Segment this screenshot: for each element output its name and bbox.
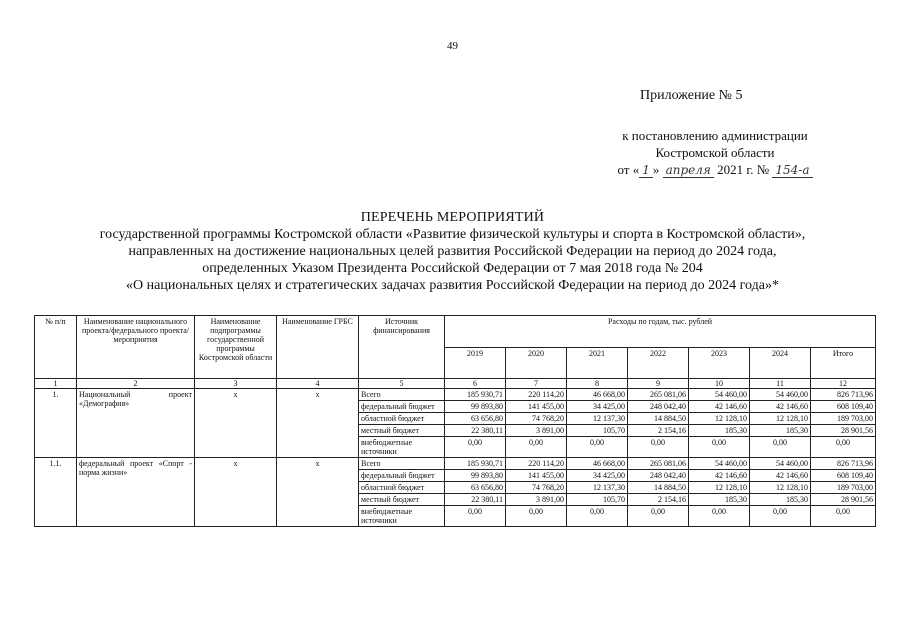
document-title xyxy=(0,209,905,294)
column-number: 6 xyxy=(445,379,506,389)
title-line-2: государственной программы Костромской области «Развитие физической культуры и спорта в Костромской области», xyxy=(99,227,806,242)
value-cell: 63 656,80 xyxy=(445,482,506,494)
decree-number-handwritten: 154-а xyxy=(772,163,812,178)
value-cell: 248 042,40 xyxy=(628,470,689,482)
value-cell: 185,30 xyxy=(750,494,811,506)
header-year: 2023 xyxy=(689,347,750,379)
funding-source: федеральный бюджет xyxy=(359,470,445,482)
title-line-3: направленных на достижение национальных целей развития Российской Федерации на период до 2024 года, xyxy=(128,244,777,259)
header-year: 2020 xyxy=(506,347,567,379)
decree-line-2: Костромской области xyxy=(655,145,775,160)
value-cell: 22 380,11 xyxy=(445,425,506,437)
value-cell: 14 884,50 xyxy=(628,413,689,425)
value-cell: 12 128,10 xyxy=(689,413,750,425)
header-expenses: Расходы по годам, тыс. рублей xyxy=(445,316,876,348)
measures-table xyxy=(34,315,876,527)
column-number: 1 xyxy=(35,379,77,389)
column-number: 7 xyxy=(506,379,567,389)
project-name: федеральный проект «Спорт - норма жизни» xyxy=(77,458,195,527)
header-name: Наименование национального проекта/федерального проекта/мероприятия xyxy=(77,316,195,379)
value-cell: 185,30 xyxy=(750,425,811,437)
value-cell: 3 891,00 xyxy=(506,425,567,437)
value-cell: 63 656,80 xyxy=(445,413,506,425)
grbs-name: х xyxy=(277,458,359,527)
column-number: 11 xyxy=(750,379,811,389)
column-number: 5 xyxy=(359,379,445,389)
header-grbs: Наименование ГРБС xyxy=(277,316,359,379)
appendix-title: Приложение № 5 xyxy=(640,88,743,103)
value-cell: 141 455,00 xyxy=(506,401,567,413)
table-row xyxy=(35,458,876,470)
value-cell: 0,00 xyxy=(567,506,628,527)
header-year: 2019 xyxy=(445,347,506,379)
value-cell: 0,00 xyxy=(445,437,506,458)
header-year: 2022 xyxy=(628,347,689,379)
value-cell: 42 146,60 xyxy=(689,470,750,482)
value-cell: 0,00 xyxy=(750,506,811,527)
subprogram-name: х xyxy=(195,458,277,527)
value-cell: 54 460,00 xyxy=(750,458,811,470)
page-number: 49 xyxy=(447,40,458,52)
value-cell: 220 114,20 xyxy=(506,458,567,470)
value-cell: 42 146,60 xyxy=(750,470,811,482)
value-cell: 0,00 xyxy=(689,437,750,458)
value-cell: 34 425,00 xyxy=(567,401,628,413)
value-cell: 22 380,11 xyxy=(445,494,506,506)
value-cell: 12 137,30 xyxy=(567,413,628,425)
total-cell: 0,00 xyxy=(811,437,876,458)
column-number: 2 xyxy=(77,379,195,389)
value-cell: 12 128,10 xyxy=(750,413,811,425)
funding-source: областной бюджет xyxy=(359,482,445,494)
header-source: Источник финансирования xyxy=(359,316,445,379)
project-name: Национальный проект «Демография» xyxy=(77,389,195,458)
decree-reference xyxy=(560,127,870,179)
value-cell: 265 081,06 xyxy=(628,458,689,470)
decree-day-handwritten: 1 xyxy=(639,163,653,178)
value-cell: 42 146,60 xyxy=(750,401,811,413)
funding-source: Всего xyxy=(359,389,445,401)
value-cell: 2 154,16 xyxy=(628,425,689,437)
value-cell: 2 154,16 xyxy=(628,494,689,506)
value-cell: 248 042,40 xyxy=(628,401,689,413)
funding-source: областной бюджет xyxy=(359,413,445,425)
funding-source: внебюджетные источники xyxy=(359,506,445,527)
total-cell: 826 713,96 xyxy=(811,458,876,470)
value-cell: 105,70 xyxy=(567,494,628,506)
value-cell: 0,00 xyxy=(628,437,689,458)
header-row xyxy=(35,316,876,348)
header-year: 2021 xyxy=(567,347,628,379)
column-number: 8 xyxy=(567,379,628,389)
value-cell: 0,00 xyxy=(506,437,567,458)
total-cell: 0,00 xyxy=(811,506,876,527)
grbs-name: х xyxy=(277,389,359,458)
value-cell: 12 128,10 xyxy=(689,482,750,494)
value-cell: 42 146,60 xyxy=(689,401,750,413)
funding-source: Всего xyxy=(359,458,445,470)
value-cell: 46 668,00 xyxy=(567,389,628,401)
value-cell: 12 128,10 xyxy=(750,482,811,494)
table-row xyxy=(35,389,876,401)
column-numbering-row xyxy=(35,379,876,389)
title-main: ПЕРЕЧЕНЬ МЕРОПРИЯТИЙ xyxy=(360,210,545,225)
decree-date-mid: » xyxy=(652,162,660,177)
value-cell: 185,30 xyxy=(689,494,750,506)
value-cell: 46 668,00 xyxy=(567,458,628,470)
value-cell: 34 425,00 xyxy=(567,470,628,482)
funding-source: местный бюджет xyxy=(359,425,445,437)
value-cell: 0,00 xyxy=(689,506,750,527)
value-cell: 185 930,71 xyxy=(445,389,506,401)
decree-year: 2021 г. № xyxy=(717,162,770,177)
column-number: 3 xyxy=(195,379,277,389)
row-number: 1.1. xyxy=(35,458,77,527)
value-cell: 265 081,06 xyxy=(628,389,689,401)
decree-date-prefix: от « xyxy=(617,162,640,177)
header-year: 2024 xyxy=(750,347,811,379)
value-cell: 0,00 xyxy=(445,506,506,527)
header-total: Итого xyxy=(811,347,876,379)
value-cell: 14 884,50 xyxy=(628,482,689,494)
column-number: 9 xyxy=(628,379,689,389)
header-subprogram: Наименование подпрограммы государственной программы Костромской области xyxy=(195,316,277,379)
value-cell: 54 460,00 xyxy=(689,389,750,401)
total-cell: 826 713,96 xyxy=(811,389,876,401)
total-cell: 608 109,40 xyxy=(811,470,876,482)
column-number: 4 xyxy=(277,379,359,389)
value-cell: 12 137,30 xyxy=(567,482,628,494)
value-cell: 185,30 xyxy=(689,425,750,437)
column-number: 12 xyxy=(811,379,876,389)
total-cell: 189 703,00 xyxy=(811,482,876,494)
value-cell: 54 460,00 xyxy=(689,458,750,470)
value-cell: 54 460,00 xyxy=(750,389,811,401)
value-cell: 185 930,71 xyxy=(445,458,506,470)
title-line-5: «О национальных целях и стратегических задачах развития Российской Федерации на период до 2024 года»* xyxy=(126,278,779,293)
total-cell: 28 901,56 xyxy=(811,425,876,437)
value-cell: 0,00 xyxy=(506,506,567,527)
title-line-4: определенных Указом Президента Российской Федерации от 7 мая 2018 года № 204 xyxy=(202,261,703,276)
value-cell: 0,00 xyxy=(750,437,811,458)
row-number: 1. xyxy=(35,389,77,458)
value-cell: 0,00 xyxy=(628,506,689,527)
value-cell: 0,00 xyxy=(567,437,628,458)
total-cell: 28 901,56 xyxy=(811,494,876,506)
value-cell: 3 891,00 xyxy=(506,494,567,506)
value-cell: 105,70 xyxy=(567,425,628,437)
funding-source: федеральный бюджет xyxy=(359,401,445,413)
header-num: № п/п xyxy=(35,316,77,379)
value-cell: 99 893,80 xyxy=(445,470,506,482)
total-cell: 189 703,00 xyxy=(811,413,876,425)
decree-month-handwritten: апреля xyxy=(663,163,714,178)
decree-date-line xyxy=(560,161,870,179)
value-cell: 74 768,20 xyxy=(506,413,567,425)
value-cell: 141 455,00 xyxy=(506,470,567,482)
value-cell: 74 768,20 xyxy=(506,482,567,494)
column-number: 10 xyxy=(689,379,750,389)
value-cell: 99 893,80 xyxy=(445,401,506,413)
decree-line-1: к постановлению администрации xyxy=(622,128,808,143)
subprogram-name: х xyxy=(195,389,277,458)
total-cell: 608 109,40 xyxy=(811,401,876,413)
funding-source: внебюджетные источники xyxy=(359,437,445,458)
funding-source: местный бюджет xyxy=(359,494,445,506)
value-cell: 220 114,20 xyxy=(506,389,567,401)
